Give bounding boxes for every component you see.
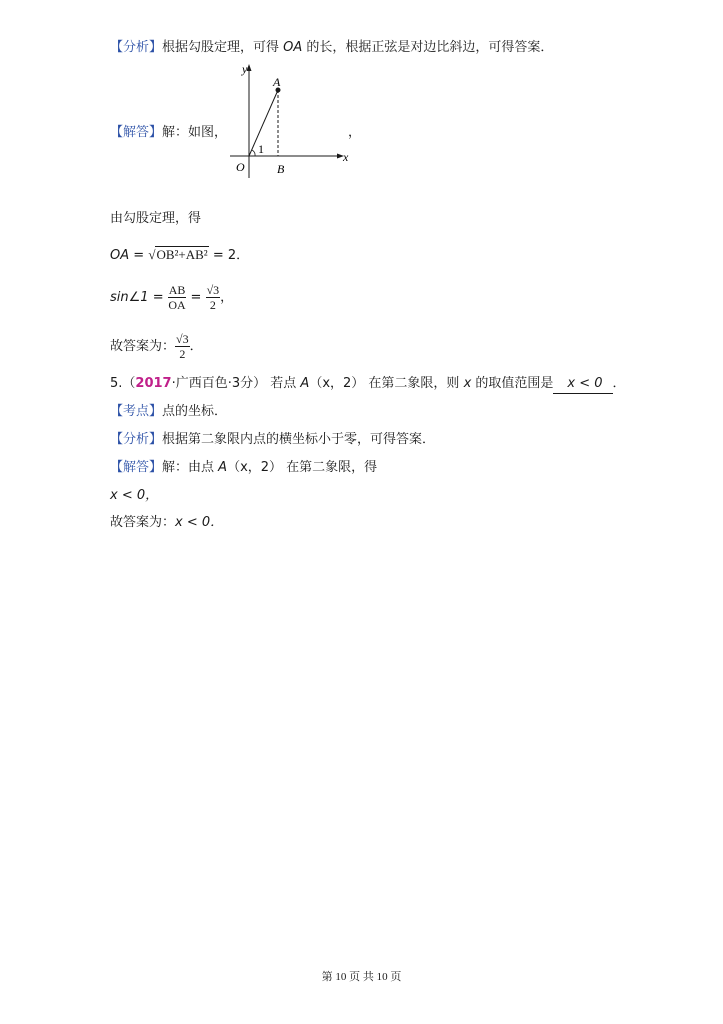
- answer-blank: x < 0: [553, 375, 612, 394]
- eq-sin-end: ，: [220, 290, 234, 305]
- answer-pre: 解：由点: [162, 460, 219, 475]
- final-answer-2: [110, 514, 223, 532]
- eq-sin-equals-2: =: [186, 290, 206, 305]
- source-year: 2017: [135, 376, 172, 391]
- fraction-denominator: 2: [209, 298, 216, 312]
- answer-text: 解：如图，: [162, 125, 228, 140]
- question-5: [110, 375, 626, 394]
- question-number: 5.: [110, 376, 123, 391]
- sqrt-expression: [148, 246, 208, 262]
- analysis-tag: 【分析】: [110, 432, 163, 447]
- analysis-paragraph-2: [110, 431, 435, 449]
- source-text: ·广西百色·3分）: [171, 376, 267, 391]
- final-answer-label: 故答案为：: [110, 339, 176, 354]
- answer-tag: 【解答】: [110, 460, 163, 475]
- answer-paragraph-2: [110, 459, 377, 477]
- angle-label: 1: [258, 142, 264, 156]
- eq-sin-equals-1: =: [148, 290, 168, 305]
- fraction-numerator: √3: [206, 283, 220, 297]
- point-b-label: B: [277, 162, 285, 176]
- question-end: ．: [612, 376, 626, 391]
- analysis-text: 根据第二象限内点的横坐标小于零，可得答案．: [162, 432, 436, 447]
- fraction-denominator: 2: [179, 347, 186, 361]
- sqrt-radicand: OB²+AB²: [156, 247, 208, 262]
- eq-oa-lhs: OA: [110, 248, 130, 263]
- source-open: （: [122, 376, 136, 391]
- eq-oa-equals: =: [129, 248, 149, 263]
- kaodian-paragraph: [110, 403, 227, 421]
- analysis-tag: 【分析】: [110, 40, 163, 55]
- final-fraction: [175, 332, 190, 361]
- step-text: 由勾股定理，得: [110, 211, 202, 226]
- fraction-denominator: OA: [168, 298, 186, 312]
- kaodian-tag: 【考点】: [110, 404, 163, 419]
- equation-oa: [110, 245, 249, 266]
- var-oa: OA: [283, 40, 303, 55]
- analysis-text-post: 的长，根据正弦是对边比斜边，可得答案．: [302, 40, 554, 55]
- final-answer-value: x < 0．: [175, 515, 224, 530]
- sqrt-sign: √: [148, 247, 156, 262]
- fraction-numerator: AB: [168, 283, 186, 297]
- point-a-label: A: [273, 75, 281, 89]
- answer-comma: ，: [348, 125, 362, 140]
- result-line: x < 0，: [110, 488, 159, 503]
- point-a: A: [218, 460, 228, 475]
- analysis-text-pre: 根据勾股定理，可得: [162, 40, 284, 55]
- question-post: 的取值范围是: [471, 376, 554, 391]
- eq-oa-rhs: = 2．: [208, 248, 250, 263]
- final-answer-end: ．: [189, 339, 203, 354]
- point-a: A: [300, 376, 310, 391]
- y-axis-label: y: [242, 62, 248, 76]
- coordinate-figure: [222, 58, 362, 183]
- equation-sin: [110, 282, 233, 314]
- var-x: x: [463, 376, 472, 391]
- question-mid: 在第二象限，则: [364, 376, 464, 391]
- final-answer-label: 故答案为：: [110, 515, 176, 530]
- fraction-numerator: √3: [176, 332, 189, 346]
- fraction-ab-oa: [168, 283, 187, 312]
- question-coord: （x，2）: [309, 376, 365, 391]
- answer-post: 在第二象限，得: [282, 460, 378, 475]
- question-pre: 若点: [266, 376, 301, 391]
- answer-paragraph-1: [110, 124, 227, 142]
- final-answer-1: [110, 331, 203, 363]
- fraction-sqrt3-2: [206, 283, 221, 312]
- x-axis-label: x: [343, 150, 349, 164]
- answer-coord: （x，2）: [227, 460, 283, 475]
- answer-tag: 【解答】: [110, 125, 163, 140]
- origin-label: O: [236, 160, 245, 174]
- kaodian-text: 点的坐标．: [162, 404, 228, 419]
- analysis-paragraph-1: [110, 39, 553, 57]
- eq-sin-lhs: sin∠1: [110, 290, 149, 305]
- page-footer: 第 10 页 共 10 页: [321, 971, 402, 983]
